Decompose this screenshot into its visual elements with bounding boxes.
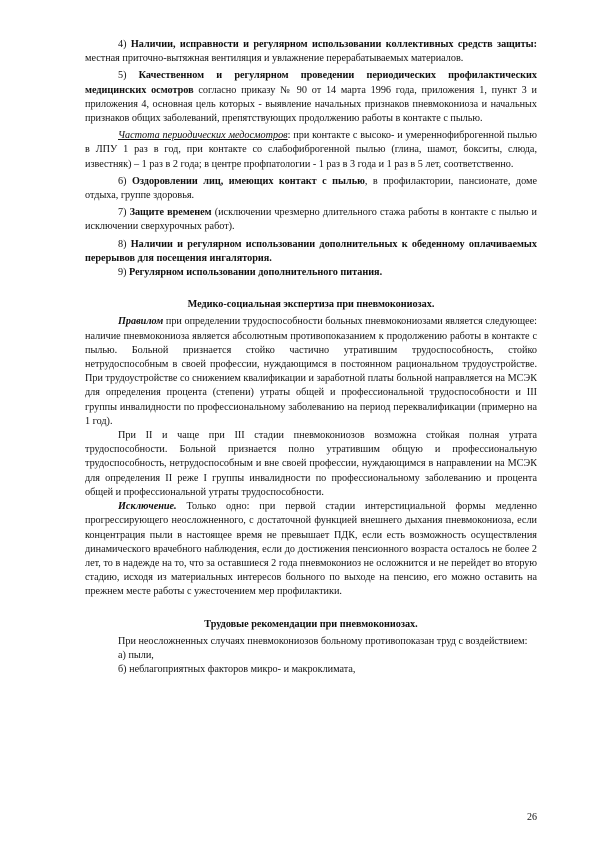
item-text: : при контакте с высоко- и умереннофиброгенной пылью в ЛПУ 1 раз в год, при контакте со слабофиброгенной пылью (глина, шамот, бокситы, слюда, известняк) – 1 раз в 2 года; в центре профпатологии - 1 раз в 3 года и 1 раз в 5 лет, соответственно. [85,130,537,170]
item-5 [85,69,537,126]
item-bold-text: Оздоровлении лиц, имеющих контакт с пылью [131,175,365,187]
list-item: а) пыли, [118,649,154,661]
paragraph-exception [85,500,537,599]
item-text: местная приточно-вытяжная вентиляция и увлажнение перерабатываемых материалов. [85,53,464,65]
item-6 [85,175,537,203]
paragraph-stages: При II и чаще при III стадии пневмокониозов возможна стойкая полная утрата трудоспособности. Больной признается полно утратившим общую и профессиональную трудоспособность, нетрудоспособным и вне своей профессии, нуждающимся в направлении на МСЭК для определения II реже I группы инвалидности по профессиональному заболеванию и процента общей и профессиональной утраты трудоспособности. [85,430,537,498]
item-number: 7) [118,207,130,219]
list-item: б) неблагоприятных факторов микро- и макроклимата, [118,664,356,676]
item-text: (исключении чрезмерно длительного стажа работы в контакте с пылью и исключении сверхурочных работ). [85,207,537,233]
item-bold-text: Наличии, исправности и регулярном использовании коллективных средств защиты: [130,39,537,50]
item-bold-text: Наличии и регулярном использовании дополнительных к обеденному оплачиваемых перерывов для посещения ингалятория. [85,238,537,264]
item-bold-text: Защите временем [129,207,212,219]
item-bold-text: Качественном и регулярном проведении периодических профилактических медицинских осмотров [85,70,537,96]
emphasis-term: Правилом [118,316,164,328]
underlined-term: Частота периодических медосмотров [118,130,288,142]
item-number: 9) [118,267,130,279]
paragraph-recommendations: При неосложненных случаях пневмокониозов больному противопоказан труд с воздействием: [118,635,528,647]
section-heading-expertise: Медико-социальная экспертиза при пневмокониозах. [187,299,435,311]
checkup-frequency [85,129,537,172]
item-7 [85,206,537,234]
item-number: 8) [118,238,131,250]
emphasis-term: Исключение. [118,501,177,513]
section-heading-recommendations: Трудовые рекомендации при пневмокониозах. [204,618,418,630]
item-bold-text: Регулярном использовании дополнительного питания. [129,267,383,279]
item-text: согласно приказу № 90 от 14 марта 1996 года, приложения 1, пункт 3 и приложения 4, основная цель которых - выявление начальных признаков пневмокониоза и начальных признаков общих заболеваний, препятствующих продолжению работы в контакте с пылью. [85,84,537,125]
page-number: 26 [527,812,537,823]
paragraph-rule [85,315,537,429]
paragraph-text: Только одно: при первой стадии интерстициальной формы медленно прогрессирующего неосложненного, с достаточной функцией внешнего дыхания пневмокониоза, если концентрация пыли в настоящее время не превышает ПДК, если есть возможность осуществления динамического врачебного наблюдения, если до достижения пенсионного возраста осталось не более 2 лет, то в надежде на то, что за оставшиеся 2 года пневмокониоз не осложнится и не перейдет во вторую стадию, исходя из материальных интересов больного по выходе на пенсию, его можно оставить на прежнем месте работы с ужесточением мер профилактики. [85,501,537,598]
item-text: , в профилактории, пансионате, доме отдыха, группе здоровья. [85,175,537,202]
paragraph-text: при определении трудоспособности больных пневмокониозами является следующее: наличие пневмокониоза является абсолютным противопоказанием к продолжению работы в контакте с пылью. Больной признается стойко частично утратившим трудоспособность, стойко нетрудоспособным в своей профессии, нуждающимся в постоянном рациональном трудоустройстве. При трудоустройстве со снижением квалификации и заработной платы больной направляется на МСЭК для определения процента (степени) утраты общей и профессиональной трудоспособности и III группы инвалидности по профессиональному заболеванию на период переквалификации (примерно на 1 год). [85,316,537,427]
item-4 [85,38,537,66]
item-8 [85,238,537,266]
item-number: 5) [118,70,139,82]
item-number: 4) [118,39,131,50]
item-9 [85,266,537,280]
item-number: 6) [118,175,132,187]
